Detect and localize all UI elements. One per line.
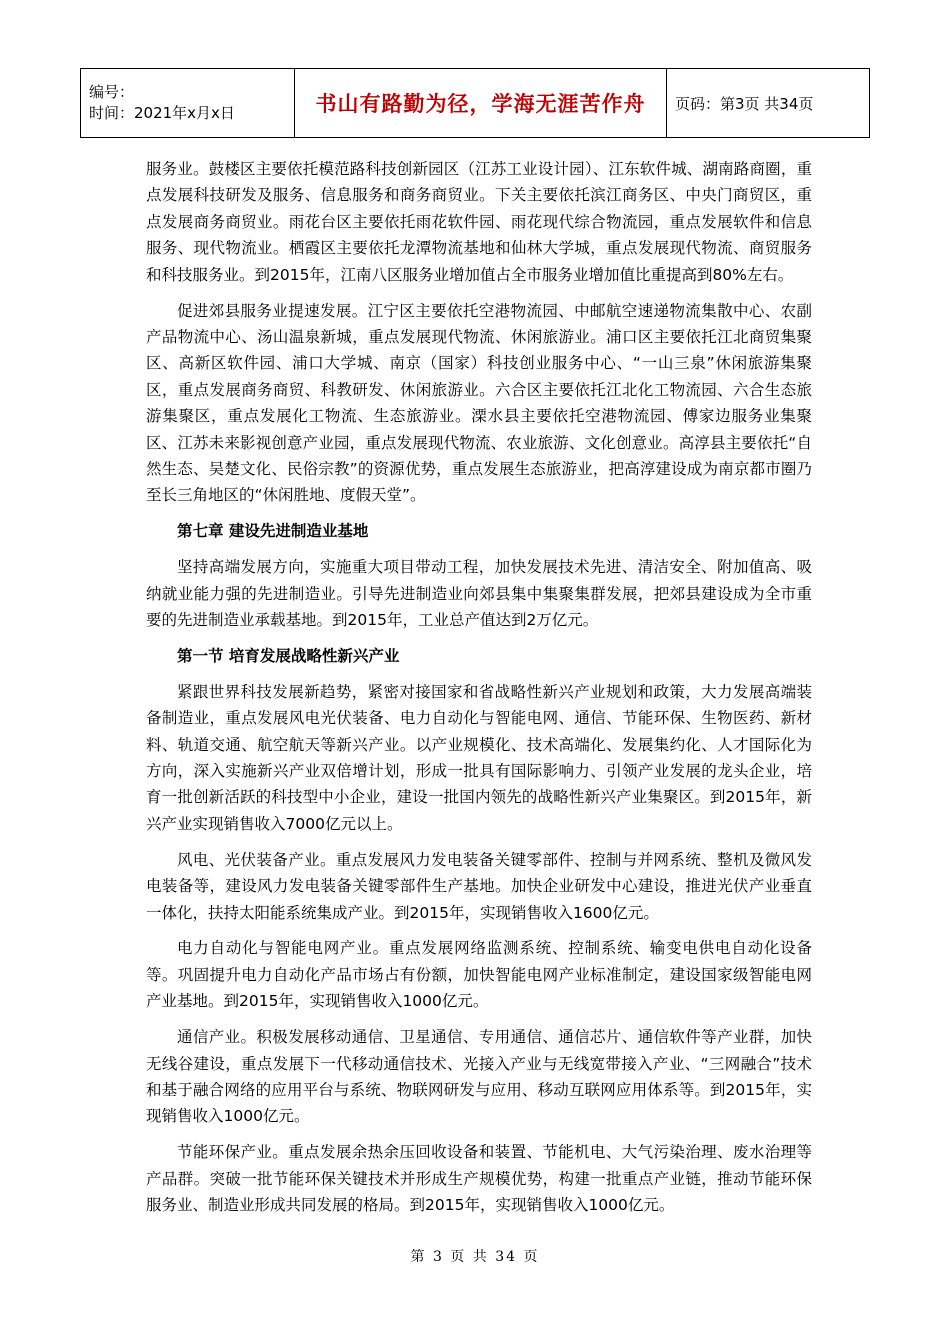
page-header [80, 68, 870, 138]
paragraph: 紧跟世界科技发展新趋势，紧密对接国家和省战略性新兴产业规划和政策，大力发展高端装备制造业，重点发展风电光伏装备、电力自动化与智能电网、通信、节能环保、生物医药、新材料、轨道交通、航空航天等新兴产业。以产业规模化、技术高端化、发展集约化、人才国际化为方向，深入实施新兴产业双倍增计划，形成一批具有国际影响力、引领产业发展的龙头企业，培育一批创新活跃的科技型中小企业，建设一批国内领先的战略性新兴产业集聚区。到2015年，新兴产业实现销售收入7000亿元以上。 [146, 682, 812, 833]
document-number-label: 编号： [89, 83, 135, 101]
paragraph: 服务业。鼓楼区主要依托模范路科技创新园区（江苏工业设计园）、江东软件城、湖南路商圈，重点发展科技研发及服务、信息服务和商务商贸业。下关主要依托滨江商务区、中央门商贸区，重点发展商务商贸业。雨花台区主要依托雨花软件园、雨花现代综合物流园，重点发展软件和信息服务、现代物流业。栖霞区主要依托龙潭物流基地和仙林大学城，重点发展现代物流、商贸服务和科技服务业。到2015年，江南八区服务业增加值占全市服务业增加值比重提高到80%左右。 [146, 160, 812, 284]
paragraph: 通信产业。积极发展移动通信、卫星通信、专用通信、通信芯片、通信软件等产业群，加快无线谷建设，重点发展下一代移动通信技术、光接入产业与无线宽带接入产业、“三网融合”技术和基于融合网络的应用平台与系统、物联网研发与应用、移动互联网应用体系等。到2015年，实现销售收入1000亿元。 [146, 1028, 812, 1126]
header-motto: 书山有路勤为径，学海无涯苦作舟 [295, 69, 667, 138]
header-meta [81, 69, 295, 138]
page-footer: 第 3 页 共 34 页 [410, 1249, 540, 1265]
header-page-number: 页码：第3页 共34页 [667, 69, 870, 138]
section-heading: 第一节 培育发展战略性新兴产业 [177, 646, 400, 665]
chapter-heading: 第七章 建设先进制造业基地 [177, 522, 369, 541]
document-time-label: 时间：2021年x月x日 [89, 104, 235, 122]
paragraph: 风电、光伏装备产业。重点发展风力发电装备关键零部件、控制与并网系统、整机及微风发电装备等，建设风力发电装备关键零部件生产基地。加快企业研发中心建设，推进光伏产业垂直一体化，扶持太阳能系统集成产业。到2015年，实现销售收入1600亿元。 [146, 850, 812, 922]
paragraph: 节能环保产业。重点发展余热余压回收设备和装置、节能机电、大气污染治理、废水治理等产品群。突破一批节能环保关键技术并形成生产规模优势，构建一批重点产业链，推动节能环保服务业、制造业形成共同发展的格局。到2015年，实现销售收入1000亿元。 [146, 1143, 812, 1215]
document-body [146, 156, 812, 1228]
paragraph: 坚持高端发展方向，实施重大项目带动工程，加快发展技术先进、清洁安全、附加值高、吸纳就业能力强的先进制造业。引导先进制造业向郊县集中集聚集群发展，把郊县建设成为全市重要的先进制造业承载基地。到2015年，工业总产值达到2万亿元。 [146, 558, 812, 629]
paragraph: 促进郊县服务业提速发展。江宁区主要依托空港物流园、中邮航空速递物流集散中心、农副产品物流中心、汤山温泉新城，重点发展现代物流、休闲旅游业。浦口区主要依托江北商贸集聚区、高新区软件园、浦口大学城、南京（国家）科技创业服务中心、“一山三泉”休闲旅游集聚区，重点发展商务商贸、科教研发、休闲旅游业。六合区主要依托江北化工物流园、六合生态旅游集聚区，重点发展化工物流、生态旅游业。溧水县主要依托空港物流园、傅家边服务业集聚区、江苏未来影视创意产业园，重点发展现代物流、农业旅游、文化创意业。高淳县主要依托“自然生态、吴楚文化、民俗宗教”的资源优势，重点发展生态旅游业，把高淳建设成为南京都市圈乃至长三角地区的“休闲胜地、度假天堂”。 [146, 301, 812, 505]
paragraph: 电力自动化与智能电网产业。重点发展网络监测系统、控制系统、输变电供电自动化设备等。巩固提升电力自动化产品市场占有份额，加快智能电网产业标准制定，建设国家级智能电网产业基地。到2015年，实现销售收入1000亿元。 [146, 939, 812, 1011]
